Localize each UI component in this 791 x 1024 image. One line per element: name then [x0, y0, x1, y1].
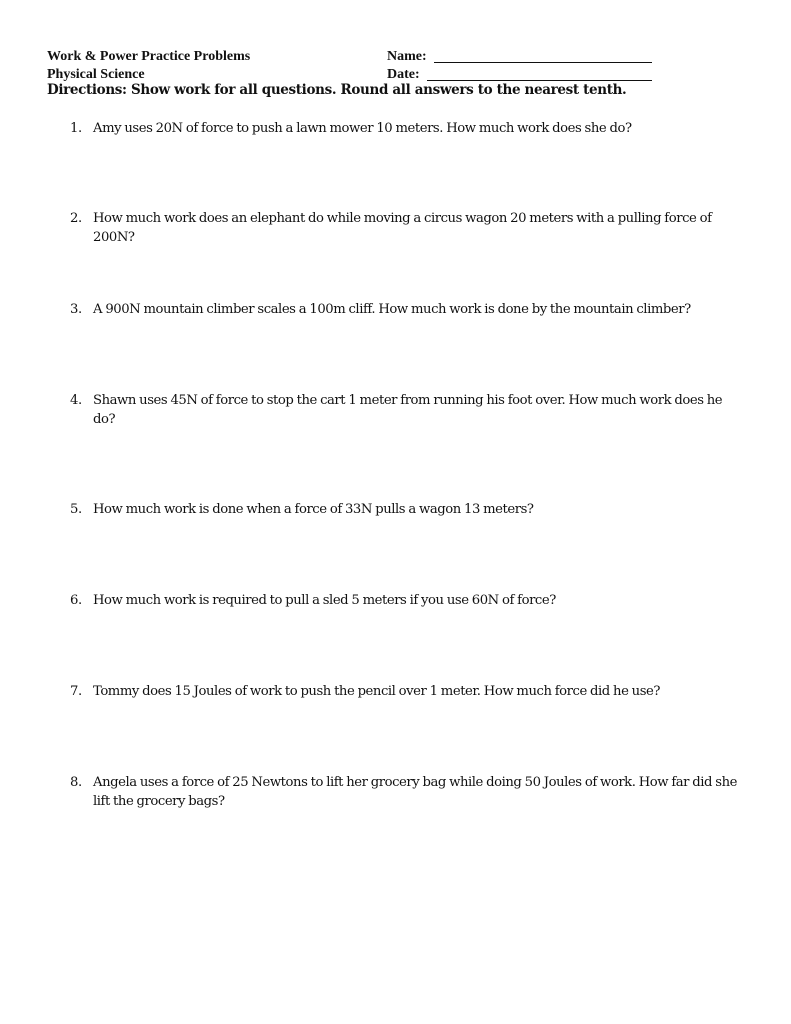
question-text: Angela uses a force of 25 Newtons to lift her grocery bag while doing 50 Joules of work. How far did she lift the grocery bags?	[93, 775, 737, 809]
question-number: 2.	[70, 211, 82, 226]
worksheet-title: Work & Power Practice Problems	[47, 49, 251, 64]
question-text: How much work is required to pull a sled 5 meters if you use 60N of force?	[93, 593, 556, 608]
name-label: Name:	[387, 49, 427, 64]
date-label: Date:	[387, 67, 420, 82]
question-8	[70, 773, 740, 811]
question-text: A 900N mountain climber scales a 100m cliff. How much work is done by the mountain climber?	[93, 302, 691, 317]
question-text: Amy uses 20N of force to push a lawn mower 10 meters. How much work does she do?	[93, 121, 632, 136]
question-number: 1.	[70, 121, 82, 136]
directions-text: Directions: Show work for all questions. Round all answers to the nearest tenth.	[47, 82, 627, 98]
name-blank-line[interactable]	[434, 62, 652, 63]
question-text: How much work is done when a force of 33N pulls a wagon 13 meters?	[93, 502, 534, 517]
date-blank-line[interactable]	[427, 80, 652, 81]
question-number: 6.	[70, 593, 82, 608]
question-number: 5.	[70, 502, 82, 517]
question-3	[70, 300, 740, 319]
question-1	[70, 119, 740, 138]
question-7	[70, 682, 740, 701]
question-number: 7.	[70, 684, 82, 699]
question-6	[70, 591, 740, 610]
question-text: Shawn uses 45N of force to stop the cart 1 meter from running his foot over. How much work does he do?	[93, 393, 723, 427]
question-4	[70, 391, 740, 429]
subject-label: Physical Science	[47, 67, 145, 82]
question-text: Tommy does 15 Joules of work to push the pencil over 1 meter. How much force did he use?	[93, 684, 661, 699]
question-number: 3.	[70, 302, 82, 317]
question-2	[70, 209, 740, 247]
question-number: 8.	[70, 775, 82, 790]
question-5	[70, 500, 740, 519]
question-text: How much work does an elephant do while moving a circus wagon 20 meters with a pulling force of 200N?	[93, 211, 712, 245]
question-number: 4.	[70, 393, 82, 408]
